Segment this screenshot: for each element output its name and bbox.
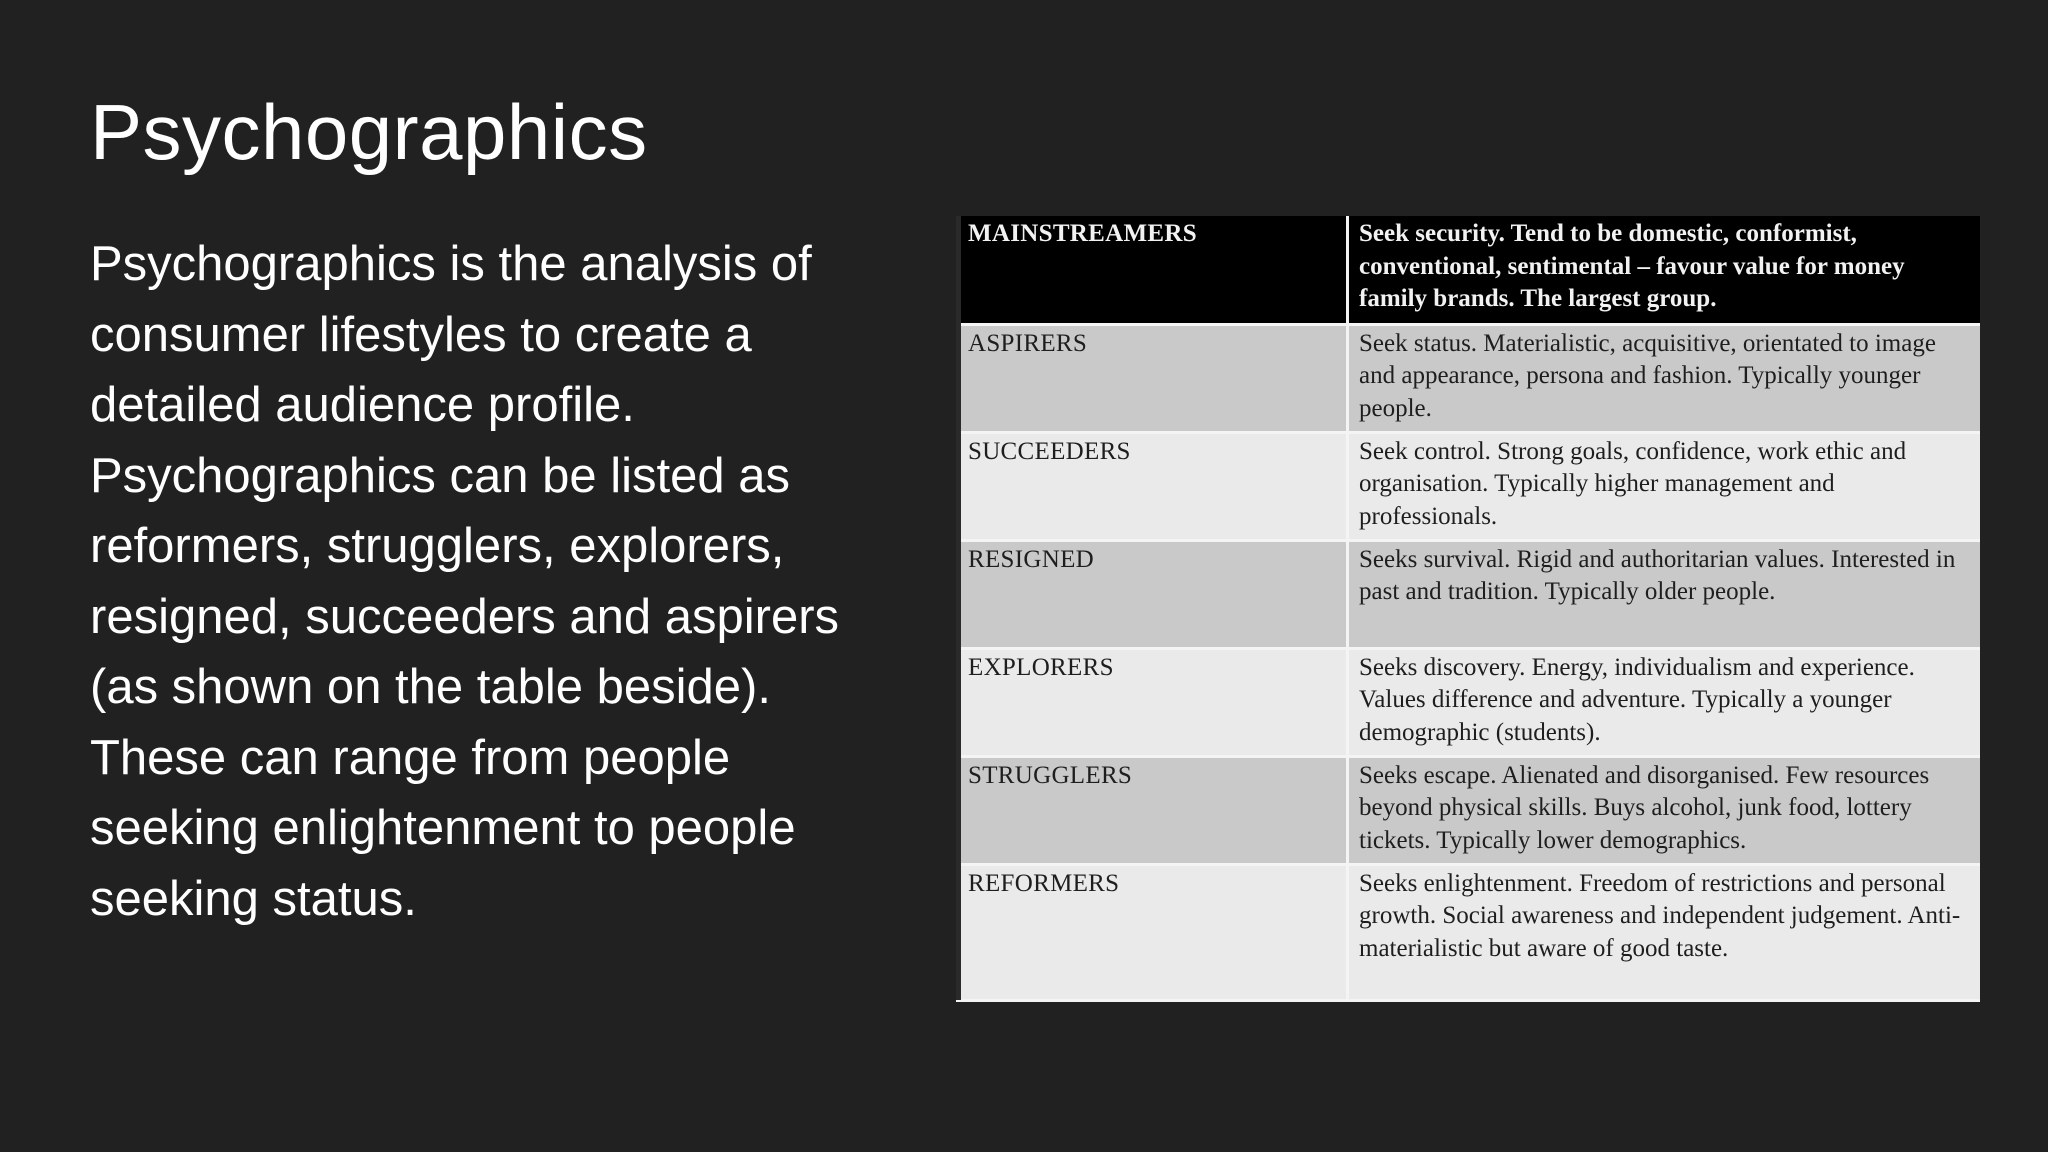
psychographics-table — [956, 216, 1980, 1002]
segment-name: EXPLORERS — [956, 648, 1348, 756]
segment-description: Seek security. Tend to be domestic, conformist, conventional, sentimental – favour value for money family brands. The largest group. — [1348, 216, 1981, 324]
table-row-reformers — [956, 864, 1980, 1000]
table-row-mainstreamers — [956, 216, 1980, 324]
segment-description: Seeks escape. Alienated and disorganised. Few resources beyond physical skills. Buys alcohol, junk food, lottery tickets. Typically lower demographics. — [1348, 756, 1981, 864]
segment-name: ASPIRERS — [956, 324, 1348, 432]
segment-name: STRUGGLERS — [956, 756, 1348, 864]
table-row-aspirers — [956, 324, 1980, 432]
slide-body-text: Psychographics is the analysis of consumer lifestyles to create a detailed audience profile. Psychographics can be listed as reformers, strugglers, explorers, resigned, succeeders and aspirers (as shown on the table beside). These can range from people seeking enlightenment to people seeking status. — [90, 237, 840, 926]
segment-description: Seeks discovery. Energy, individualism and experience. Values difference and adventure. Typically a younger demographic (students). — [1348, 648, 1981, 756]
segment-name: SUCCEEDERS — [956, 432, 1348, 540]
segment-description: Seek control. Strong goals, confidence, work ethic and organisation. Typically higher management and professionals. — [1348, 432, 1981, 540]
segment-description: Seek status. Materialistic, acquisitive, orientated to image and appearance, persona and fashion. Typically younger people. — [1348, 324, 1981, 432]
table-row-explorers — [956, 648, 1980, 756]
segment-name: REFORMERS — [956, 864, 1348, 1000]
segment-description: Seeks survival. Rigid and authoritarian values. Interested in past and tradition. Typically older people. — [1348, 540, 1981, 648]
table-row-resigned — [956, 540, 1980, 648]
slide-title: Psychographics — [90, 88, 648, 176]
psychographics-table-image — [956, 216, 1980, 1000]
table-row-succeeders — [956, 432, 1980, 540]
segment-name: RESIGNED — [956, 540, 1348, 648]
table-row-strugglers — [956, 756, 1980, 864]
segment-name: MAINSTREAMERS — [956, 216, 1348, 324]
segment-description: Seeks enlightenment. Freedom of restrictions and personal growth. Social awareness and independent judgement. Anti-materialistic but aware of good taste. — [1348, 864, 1981, 1000]
